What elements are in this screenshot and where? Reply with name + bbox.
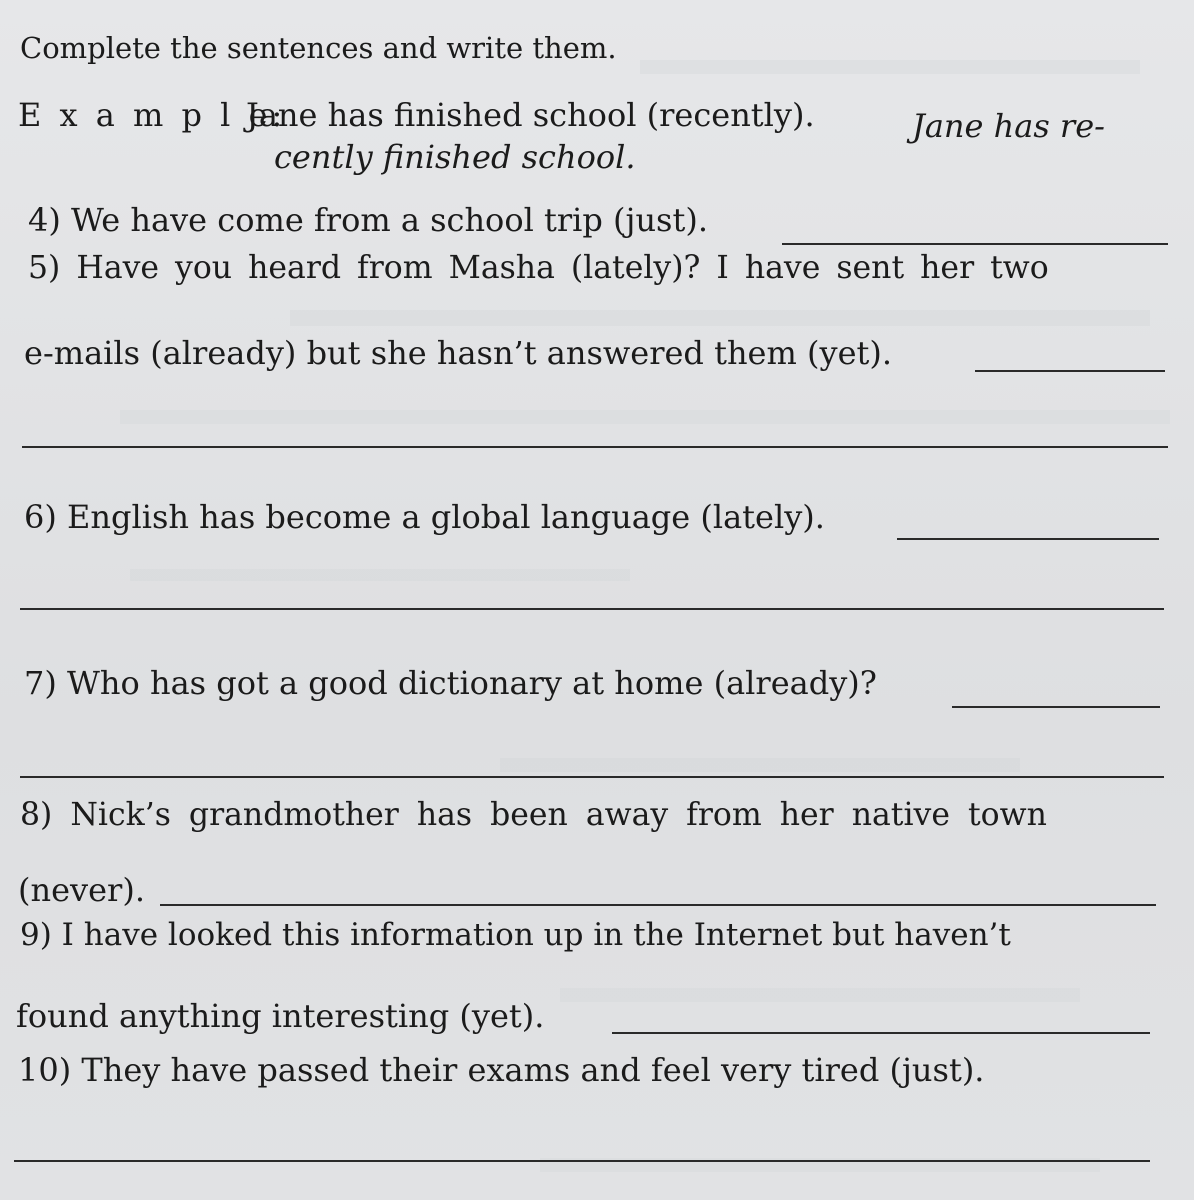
bleed-through-mark [130, 545, 630, 581]
answer-line-4[interactable] [782, 243, 1168, 245]
sentence-10: 10) They have passed their exams and feel very tired (just). [18, 1051, 985, 1089]
sentence-4: 4) We have come from a school trip (just). [28, 201, 708, 239]
bleed-through-mark [120, 380, 1170, 424]
bleed-through-mark [500, 730, 1020, 772]
sentence-7: 7) Who has got a good dictionary at home (already)? [24, 664, 877, 702]
bleed-through-mark [640, 30, 1140, 74]
example-answer-continued: cently finished school. [274, 138, 636, 176]
sentence-9-line-1: 9) I have looked this information up in the Internet but haven’t [20, 917, 1011, 953]
example-sentence: Jane has finished school (recently). [246, 96, 815, 134]
answer-line-7b[interactable] [20, 776, 1164, 778]
sentence-5-line-1: 5) Have you heard from Masha (lately)? I have sent her two [28, 250, 1049, 286]
answer-line-6b[interactable] [20, 608, 1164, 610]
answer-line-7a[interactable] [952, 706, 1160, 708]
example-answer: Jane has re- [912, 107, 1105, 145]
instruction-text: Complete the sentences and write them. [20, 31, 617, 65]
answer-line-5a[interactable] [975, 370, 1165, 372]
sentence-8-line-1: 8) Nick’s grandmother has been away from her native town [20, 797, 1047, 833]
answer-line-5b[interactable] [22, 446, 1168, 448]
bleed-through-mark [560, 960, 1080, 1002]
sentence-6: 6) English has become a global language (lately). [24, 498, 825, 536]
sentence-9-line-2: found anything interesting (yet). [16, 997, 545, 1035]
bleed-through-mark [540, 1130, 1100, 1172]
answer-line-8[interactable] [160, 904, 1156, 906]
example-label: E x a m p l e: [18, 96, 287, 134]
answer-line-10[interactable] [14, 1160, 1150, 1162]
sentence-5-line-2: e-mails (already) but she hasn’t answered them (yet). [24, 334, 893, 372]
answer-line-9[interactable] [612, 1032, 1150, 1034]
answer-line-6a[interactable] [897, 538, 1159, 540]
sentence-8-line-2: (never). [18, 871, 145, 909]
